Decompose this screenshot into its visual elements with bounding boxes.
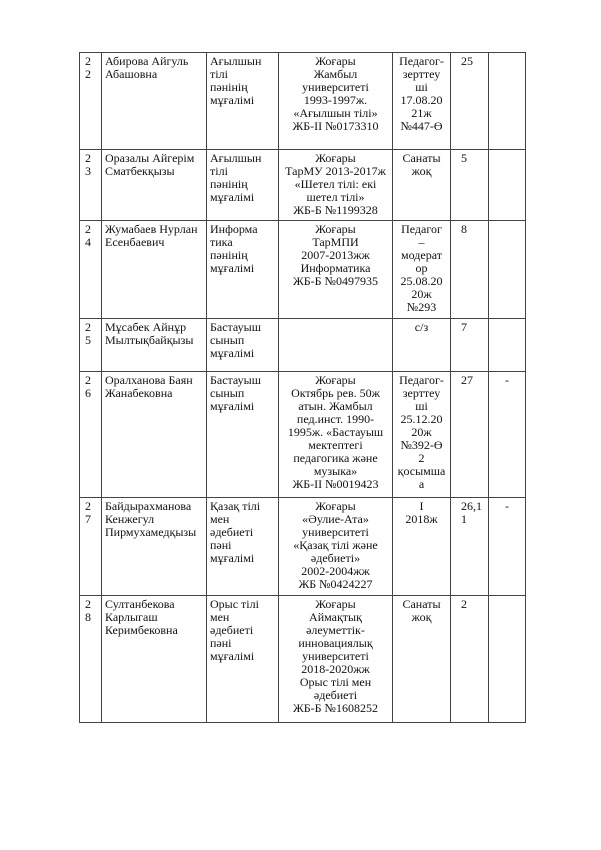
subject: Бастауыш сынып мұғалімі [207,372,279,498]
table-row [80,596,526,723]
experience-years: 5 [451,150,489,221]
subject: Қазақ тілі мен әдебиеті пәні мұғалімі [207,498,279,596]
extra-cell: - [489,372,526,498]
table-row [80,221,526,319]
category: Педагог- зерттеу ші 25.12.20 20ж №392-Ө 2 қосымша а [393,372,451,498]
subject: Орыс тілі мен әдебиеті пәні мұғалімі [207,596,279,723]
table-row [80,319,526,372]
extra-cell [489,150,526,221]
table-row [80,150,526,221]
experience-years: 8 [451,221,489,319]
experience-years: 26,1 1 [451,498,489,596]
row-number: 2 6 [80,372,102,498]
education: Жоғары ТарМПИ 2007-2013жж Информатика ЖБ-Б №0497935 [279,221,393,319]
table-row [80,498,526,596]
teacher-name: Байдырахманова Кенжегул Пирмухамедқызы [102,498,207,596]
category: с/з [393,319,451,372]
education: Жоғары Аймақтық әлеуметтік- инновациялық университеті 2018-2020жж Орыс тілі мен әдебиеті ЖБ-Б №1608252 [279,596,393,723]
extra-cell: - [489,498,526,596]
subject: Информа тика пәнінің мұғалімі [207,221,279,319]
table-row [80,372,526,498]
education: Жоғары «Әулие-Ата» университеті «Қазақ тілі және әдебиеті» 2002-2004жж ЖБ №0424227 [279,498,393,596]
education: Жоғары Октябрь рев. 50ж атын. Жамбыл пед.инст. 1990- 1995ж. «Бастауыш мектептегі педагогика және музыка» ЖБ-II №0019423 [279,372,393,498]
teacher-name: Оралханова Баян Жанабековна [102,372,207,498]
education [279,319,393,372]
extra-cell [489,53,526,150]
teacher-name: Абирова Айгуль Абашовна [102,53,207,150]
row-number: 2 7 [80,498,102,596]
row-number: 2 3 [80,150,102,221]
teacher-name: Жумабаев Нурлан Есенбаевич [102,221,207,319]
row-number: 2 2 [80,53,102,150]
extra-cell [489,596,526,723]
extra-cell [489,319,526,372]
teacher-name: Оразалы Айгерім Сматбекқызы [102,150,207,221]
education: Жоғары ТарМУ 2013-2017ж «Шетел тілі: екі шетел тілі» ЖБ-Б №1199328 [279,150,393,221]
experience-years: 25 [451,53,489,150]
category: I 2018ж [393,498,451,596]
category: Педагог- зерттеу ші 17.08.20 21ж №447-Ө [393,53,451,150]
subject: Ағылшын тілі пәнінің мұғалімі [207,150,279,221]
row-number: 2 5 [80,319,102,372]
table-row [80,53,526,150]
category: Санаты жоқ [393,150,451,221]
row-number: 2 4 [80,221,102,319]
experience-years: 2 [451,596,489,723]
teacher-name: Мұсабек Айнұр Мылтықбайқызы [102,319,207,372]
category: Санаты жоқ [393,596,451,723]
staff-table [79,52,526,723]
teacher-name: Султанбекова Карлыгаш Керимбековна [102,596,207,723]
extra-cell [489,221,526,319]
experience-years: 27 [451,372,489,498]
category: Педагог – модерат ор 25.08.20 20ж №293 [393,221,451,319]
subject: Бастауыш сынып мұғалімі [207,319,279,372]
subject: Ағылшын тілі пәнінің мұғалімі [207,53,279,150]
education: Жоғары Жамбыл университеті 1993-1997ж. «Ағылшын тілі» ЖБ-II №0173310 [279,53,393,150]
row-number: 2 8 [80,596,102,723]
experience-years: 7 [451,319,489,372]
